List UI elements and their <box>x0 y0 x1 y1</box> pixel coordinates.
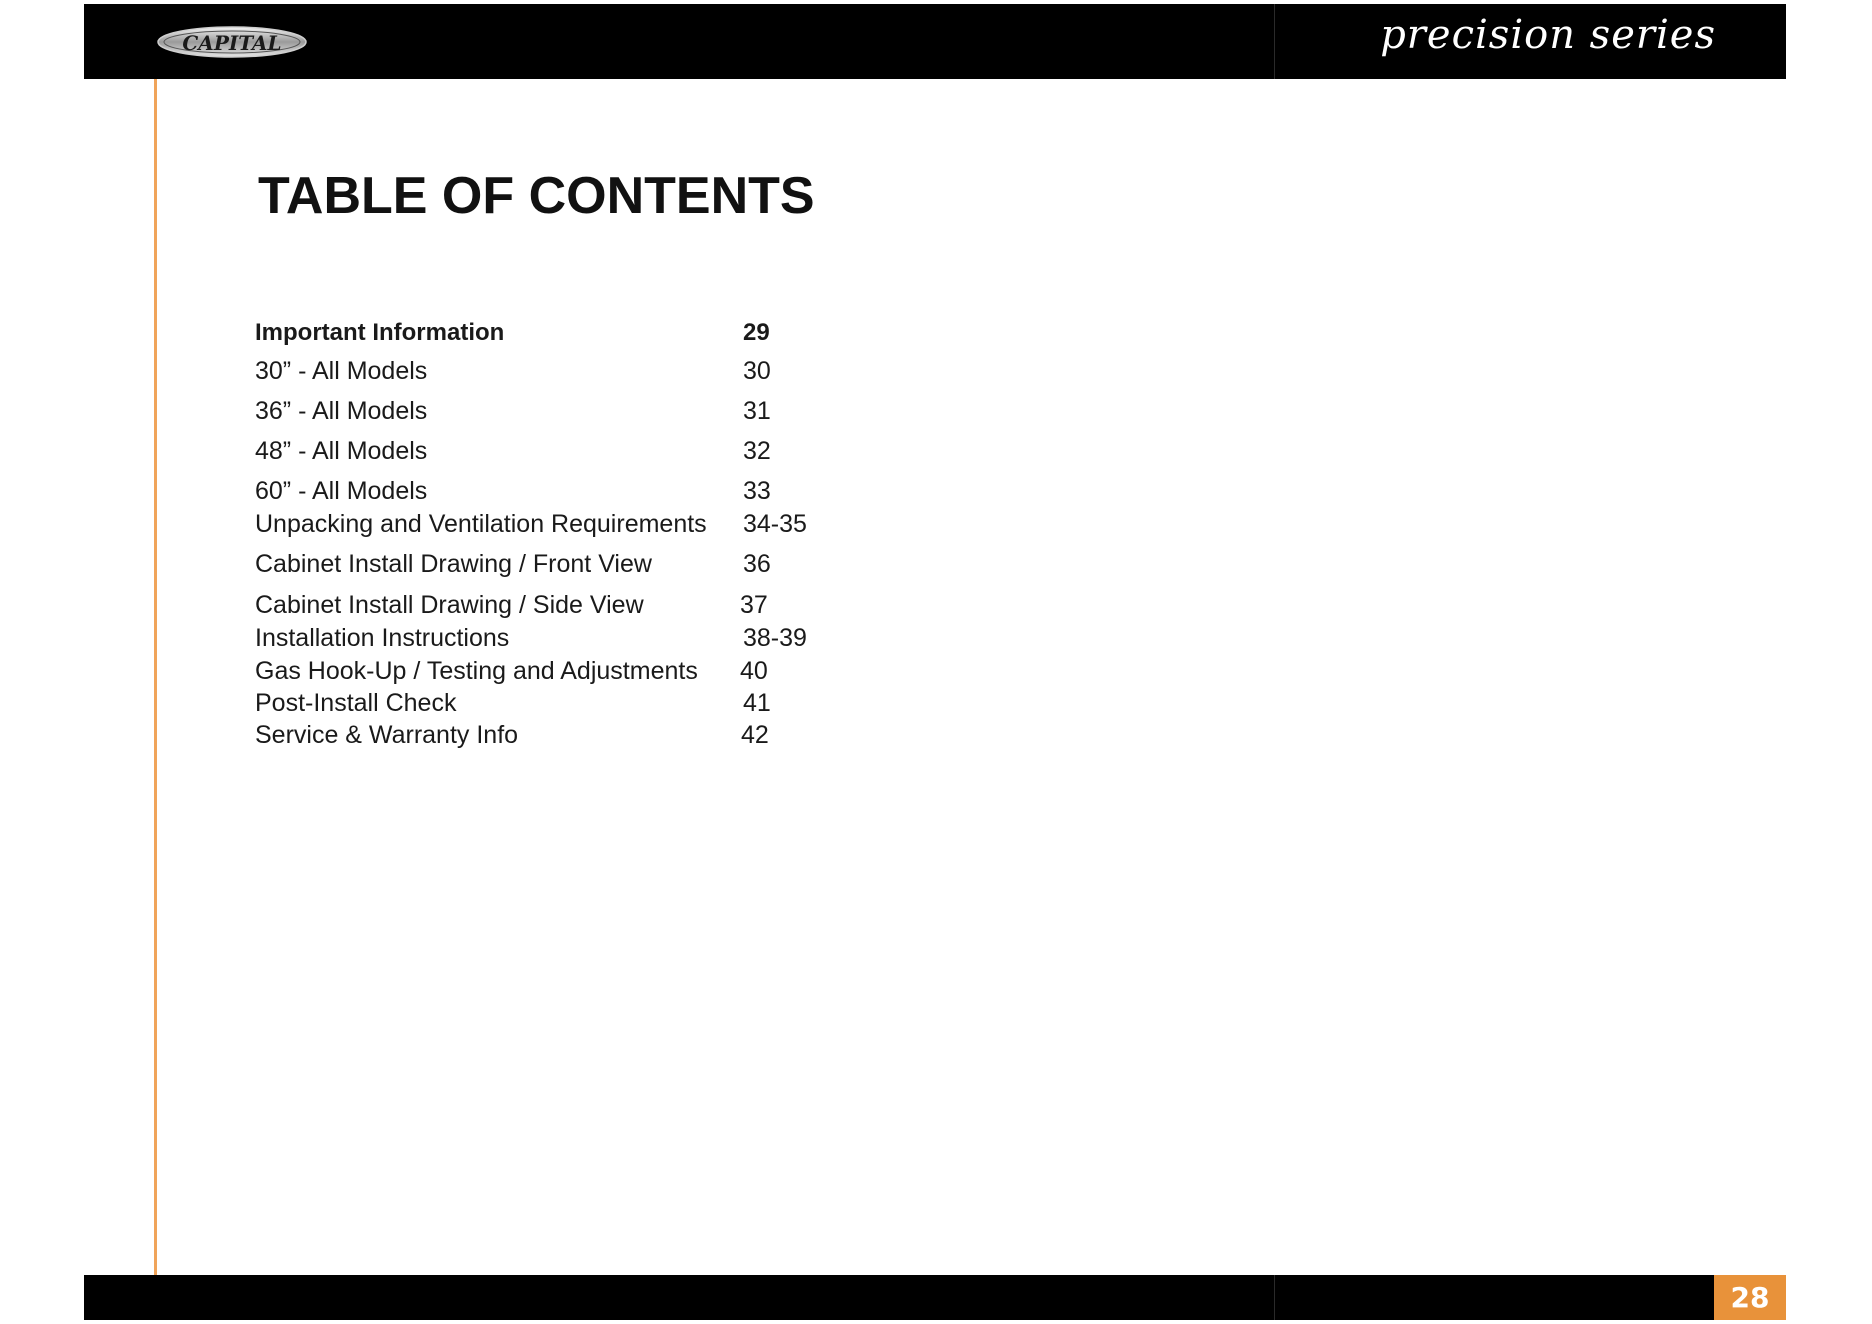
toc-entry-page: 38-39 <box>743 624 807 652</box>
toc-entry-title: Cabinet Install Drawing / Front View <box>255 550 652 578</box>
toc-entry-page: 32 <box>743 437 771 465</box>
svg-text:CAPITAL: CAPITAL <box>182 31 282 55</box>
toc-entry-page: 34-35 <box>743 510 807 538</box>
toc-entry[interactable] <box>255 550 815 584</box>
footer-bar <box>84 1275 1786 1320</box>
toc-entry[interactable] <box>255 437 815 471</box>
toc-entry[interactable] <box>255 319 815 353</box>
toc-entry-page: 31 <box>743 397 771 425</box>
toc-entry[interactable] <box>255 397 815 431</box>
toc-entry[interactable] <box>255 477 815 511</box>
toc-entry[interactable] <box>255 357 815 391</box>
toc-entry-title: Gas Hook-Up / Testing and Adjustments <box>255 657 698 685</box>
toc-entry[interactable] <box>255 721 815 755</box>
toc-entry-page: 40 <box>740 657 768 685</box>
footer-divider <box>1274 1275 1275 1320</box>
header-bar <box>84 4 1786 79</box>
toc-entry[interactable] <box>255 689 815 723</box>
toc-entry-title: Cabinet Install Drawing / Side View <box>255 591 644 619</box>
toc-entry-title: Post-Install Check <box>255 689 457 717</box>
page-number-badge: 28 <box>1714 1275 1786 1320</box>
toc-entry-page: 41 <box>743 689 771 717</box>
toc-entry-title: Important Information <box>255 319 505 346</box>
toc-entry-title: 30” - All Models <box>255 357 428 385</box>
page-title: TABLE OF CONTENTS <box>258 167 815 225</box>
toc-entry-title: Unpacking and Ventilation Requirements <box>255 510 707 538</box>
toc-entry-page: 29 <box>743 319 770 346</box>
toc-entry-page: 42 <box>741 721 769 749</box>
toc-entry-title: Service & Warranty Info <box>255 721 519 749</box>
toc-entry[interactable] <box>255 657 815 691</box>
header-divider <box>1274 4 1275 79</box>
toc-entry[interactable] <box>255 510 815 544</box>
toc-entry[interactable] <box>255 624 815 658</box>
toc-entry-page: 30 <box>743 357 771 385</box>
toc-entry-title: 36” - All Models <box>255 397 428 425</box>
toc-entry-page: 33 <box>743 477 771 505</box>
toc-entry-page: 37 <box>740 591 768 619</box>
capital-logo <box>156 24 308 60</box>
toc-entry-title: 60” - All Models <box>255 477 428 505</box>
toc-entry[interactable] <box>255 591 815 625</box>
side-accent-rule <box>154 79 157 1275</box>
series-title: precision series <box>1380 12 1716 58</box>
toc-entry-page: 36 <box>743 550 771 578</box>
toc-entry-title: 48” - All Models <box>255 437 428 465</box>
toc-entry-title: Installation Instructions <box>255 624 510 652</box>
